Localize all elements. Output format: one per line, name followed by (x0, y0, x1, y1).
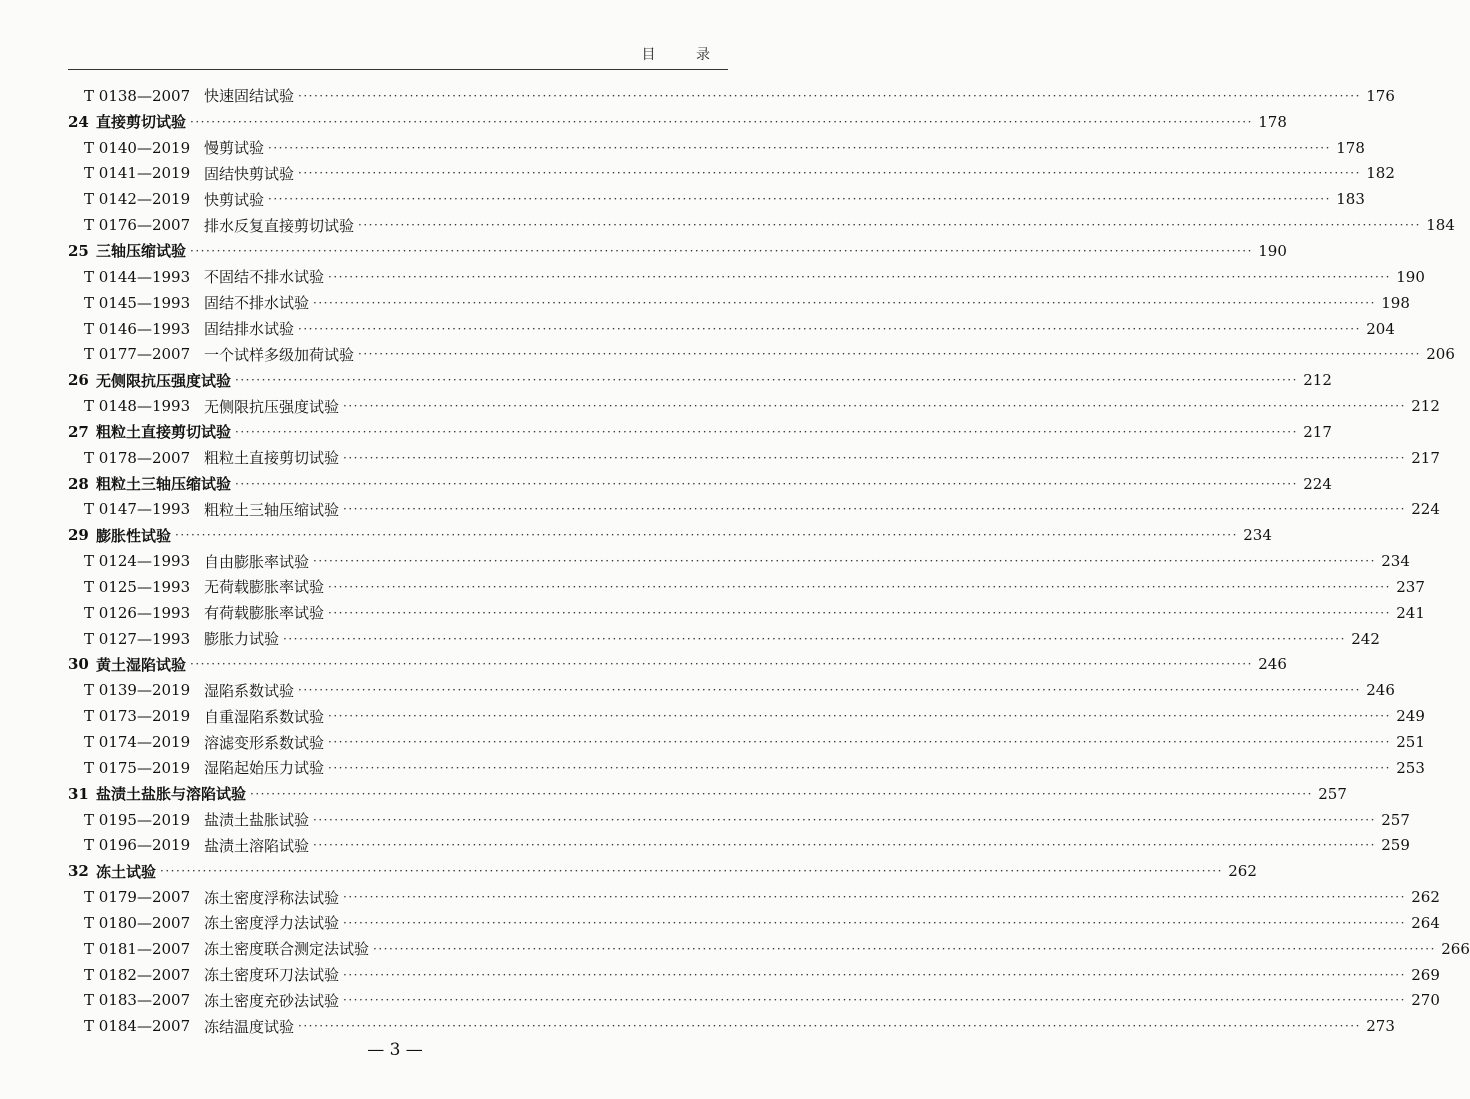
toc-chapter-entry[interactable] (68, 652, 1287, 678)
toc-section-entry[interactable] (68, 755, 1425, 781)
entry-title: 湿陷系数试验 (204, 681, 295, 700)
dot-leader: ········································································································································································································ (343, 502, 1406, 517)
header-divider (68, 69, 728, 70)
dot-leader: ········································································································································································································ (343, 993, 1406, 1008)
entry-title: 自由膨胀率试验 (204, 552, 310, 571)
entry-page-number: 262 (1228, 862, 1257, 881)
entry-title: 冻土密度浮称法试验 (204, 888, 340, 907)
toc-section-entry[interactable] (68, 264, 1425, 290)
entry-page-number: 251 (1396, 733, 1425, 752)
dot-leader: ········································································································································································································ (298, 88, 1361, 103)
standard-code: T 0126—1993 (84, 603, 191, 622)
dot-leader: ········································································································································································································ (250, 786, 1313, 801)
toc-section-entry[interactable] (68, 936, 1470, 962)
toc-section-entry[interactable] (68, 807, 1410, 833)
entry-title: 无侧限抗压强度试验 (204, 397, 340, 416)
entry-title: 粗粒土三轴压缩试验 (204, 500, 340, 519)
entry-title: 湿陷起始压力试验 (204, 759, 325, 778)
entry-page-number: 190 (1258, 241, 1287, 260)
entry-title: 无荷载膨胀率试验 (204, 578, 325, 597)
toc-section-entry[interactable] (68, 341, 1455, 367)
entry-title: 固结排水试验 (204, 320, 295, 339)
standard-code: T 0181—2007 (84, 939, 191, 958)
toc-chapter-entry[interactable] (68, 471, 1332, 497)
entry-title: 冻结温度试验 (204, 1017, 295, 1036)
toc-section-entry[interactable] (68, 729, 1425, 755)
entry-title: 粗粒土直接剪切试验 (204, 449, 340, 468)
toc-section-entry[interactable] (68, 548, 1410, 574)
standard-code: T 0148—1993 (84, 397, 191, 416)
entry-page-number: 212 (1411, 397, 1440, 416)
toc-section-entry[interactable] (68, 703, 1425, 729)
toc-section-entry[interactable] (68, 832, 1410, 858)
entry-page-number: 262 (1411, 888, 1440, 907)
entry-title: 盐渍土溶陷试验 (204, 836, 310, 855)
entry-page-number: 264 (1411, 913, 1440, 932)
entry-title: 黄土湿陷试验 (96, 655, 187, 674)
entry-page-number: 273 (1366, 1017, 1395, 1036)
entry-title: 固结快剪试验 (204, 164, 295, 183)
entry-title: 快剪试验 (204, 190, 265, 209)
entry-title: 膨胀力试验 (204, 630, 280, 649)
standard-code: T 0142—2019 (84, 190, 191, 209)
toc-chapter-entry[interactable] (68, 419, 1332, 445)
entry-page-number: 224 (1411, 500, 1440, 519)
toc-section-entry[interactable] (68, 290, 1410, 316)
standard-code: T 0183—2007 (84, 991, 191, 1010)
toc-section-entry[interactable] (68, 677, 1395, 703)
toc-section-entry[interactable] (68, 497, 1440, 523)
standard-code: T 0146—1993 (84, 319, 191, 338)
standard-code: T 0196—2019 (84, 836, 191, 855)
dot-leader: ········································································································································································································ (235, 424, 1298, 439)
entry-title: 排水反复直接剪切试验 (204, 216, 355, 235)
entry-title: 膨胀性试验 (96, 526, 172, 545)
standard-code: T 0147—1993 (84, 500, 191, 519)
entry-page-number: 217 (1303, 422, 1332, 441)
dot-leader: ········································································································································································································ (190, 243, 1253, 258)
toc-chapter-entry[interactable] (68, 781, 1347, 807)
dot-leader: ········································································································································································································ (283, 631, 1346, 646)
entry-page-number: 257 (1381, 810, 1410, 829)
toc-section-entry[interactable] (68, 626, 1380, 652)
dot-leader: ········································································································································································································ (328, 269, 1391, 284)
dot-leader: ········································································································································································································ (313, 295, 1376, 310)
entry-page-number: 253 (1396, 758, 1425, 777)
entry-page-number: 249 (1396, 707, 1425, 726)
chapter-number: 31 (68, 784, 89, 803)
entry-title: 冻土密度联合测定法试验 (204, 940, 370, 959)
standard-code: T 0180—2007 (84, 913, 191, 932)
standard-code: T 0182—2007 (84, 965, 191, 984)
dot-leader: ········································································································································································································ (343, 399, 1406, 414)
page-number: — 3 — (367, 1040, 423, 1060)
entry-page-number: 184 (1426, 216, 1455, 235)
entry-page-number: 246 (1258, 655, 1287, 674)
entry-title: 无侧限抗压强度试验 (96, 371, 232, 390)
entry-page-number: 241 (1396, 603, 1425, 622)
dot-leader: ········································································································································································································ (298, 166, 1361, 181)
chapter-number: 32 (68, 862, 89, 881)
standard-code: T 0173—2019 (84, 707, 191, 726)
chapter-number: 29 (68, 526, 89, 545)
entry-title: 直接剪切试验 (96, 113, 187, 132)
standard-code: T 0176—2007 (84, 216, 191, 235)
toc-section-entry[interactable] (68, 910, 1440, 936)
dot-leader: ········································································································································································································ (235, 476, 1298, 491)
chapter-number: 25 (68, 241, 89, 260)
entry-title: 冻土试验 (96, 862, 157, 881)
entry-title: 固结不排水试验 (204, 294, 310, 313)
standard-code: T 0140—2019 (84, 138, 191, 157)
entry-page-number: 266 (1441, 939, 1470, 958)
dot-leader: ········································································································································································································ (328, 579, 1391, 594)
dot-leader: ········································································································································································································ (343, 967, 1406, 982)
entry-page-number: 190 (1396, 267, 1425, 286)
dot-leader: ········································································································································································································ (328, 605, 1391, 620)
entry-title: 冻土密度环刀法试验 (204, 966, 340, 985)
chapter-number: 28 (68, 474, 89, 493)
standard-code: T 0195—2019 (84, 810, 191, 829)
dot-leader: ········································································································································································································ (235, 373, 1298, 388)
entry-title: 盐渍土盐胀试验 (204, 811, 310, 830)
standard-code: T 0125—1993 (84, 577, 191, 596)
standard-code: T 0145—1993 (84, 293, 191, 312)
dot-leader: ········································································································································································································ (175, 528, 1238, 543)
table-of-contents (68, 83, 1470, 1039)
entry-title: 三轴压缩试验 (96, 242, 187, 261)
entry-title: 慢剪试验 (204, 139, 265, 158)
entry-title: 有荷载膨胀率试验 (204, 604, 325, 623)
entry-page-number: 206 (1426, 345, 1455, 364)
dot-leader: ········································································································································································································ (328, 735, 1391, 750)
dot-leader: ········································································································································································································ (328, 760, 1391, 775)
standard-code: T 0127—1993 (84, 629, 191, 648)
toc-section-entry[interactable] (68, 962, 1440, 988)
dot-leader: ········································································································································································································ (373, 941, 1436, 956)
standard-code: T 0139—2019 (84, 681, 191, 700)
chapter-number: 24 (68, 112, 89, 131)
entry-title: 冻土密度充砂法试验 (204, 991, 340, 1010)
entry-page-number: 176 (1366, 86, 1395, 105)
dot-leader: ········································································································································································································ (298, 1019, 1361, 1034)
chapter-number: 27 (68, 422, 89, 441)
dot-leader: ········································································································································································································ (268, 140, 1331, 155)
toc-section-entry[interactable] (68, 212, 1455, 238)
entry-page-number: 259 (1381, 836, 1410, 855)
standard-code: T 0177—2007 (84, 345, 191, 364)
dot-leader: ········································································································································································································ (190, 657, 1253, 672)
toc-chapter-entry[interactable] (68, 238, 1287, 264)
entry-page-number: 270 (1411, 991, 1440, 1010)
toc-section-entry[interactable] (68, 316, 1395, 342)
toc-section-entry[interactable] (68, 884, 1440, 910)
toc-chapter-entry[interactable] (68, 367, 1332, 393)
standard-code: T 0184—2007 (84, 1017, 191, 1036)
entry-page-number: 242 (1351, 629, 1380, 648)
entry-page-number: 269 (1411, 965, 1440, 984)
entry-page-number: 246 (1366, 681, 1395, 700)
dot-leader: ········································································································································································································ (358, 218, 1421, 233)
standard-code: T 0179—2007 (84, 888, 191, 907)
dot-leader: ········································································································································································································ (298, 321, 1361, 336)
dot-leader: ········································································································································································································ (343, 915, 1406, 930)
dot-leader: ········································································································································································································ (328, 709, 1391, 724)
standard-code: T 0144—1993 (84, 267, 191, 286)
toc-chapter-entry[interactable] (68, 858, 1257, 884)
toc-section-entry[interactable] (68, 135, 1365, 161)
standard-code: T 0175—2019 (84, 758, 191, 777)
entry-page-number: 178 (1336, 138, 1365, 157)
toc-section-entry[interactable] (68, 161, 1395, 187)
toc-chapter-entry[interactable] (68, 522, 1272, 548)
dot-leader: ········································································································································································································ (343, 890, 1406, 905)
dot-leader: ········································································································································································································ (313, 838, 1376, 853)
toc-section-entry[interactable] (68, 393, 1440, 419)
dot-leader: ········································································································································································································ (298, 683, 1361, 698)
dot-leader: ········································································································································································································ (343, 450, 1406, 465)
toc-section-entry[interactable] (68, 445, 1440, 471)
toc-section-entry[interactable] (68, 600, 1425, 626)
standard-code: T 0178—2007 (84, 448, 191, 467)
toc-section-entry[interactable] (68, 988, 1440, 1014)
entry-page-number: 183 (1336, 190, 1365, 209)
toc-section-entry[interactable] (68, 1013, 1395, 1039)
chapter-number: 30 (68, 655, 89, 674)
entry-page-number: 198 (1381, 293, 1410, 312)
entry-title: 冻土密度浮力法试验 (204, 914, 340, 933)
toc-section-entry[interactable] (68, 574, 1425, 600)
entry-title: 粗粒土三轴压缩试验 (96, 475, 232, 494)
standard-code: T 0141—2019 (84, 164, 191, 183)
dot-leader: ········································································································································································································ (358, 347, 1421, 362)
dot-leader: ········································································································································································································ (268, 192, 1331, 207)
toc-section-entry[interactable] (68, 186, 1365, 212)
toc-section-entry[interactable] (68, 83, 1395, 109)
entry-title: 不固结不排水试验 (204, 268, 325, 287)
toc-chapter-entry[interactable] (68, 109, 1287, 135)
dot-leader: ········································································································································································································ (313, 554, 1376, 569)
entry-page-number: 237 (1396, 577, 1425, 596)
entry-page-number: 257 (1318, 784, 1347, 803)
entry-page-number: 178 (1258, 112, 1287, 131)
entry-title: 盐渍土盐胀与溶陷试验 (96, 785, 247, 804)
entry-title: 快速固结试验 (204, 87, 295, 106)
entry-page-number: 217 (1411, 448, 1440, 467)
entry-page-number: 224 (1303, 474, 1332, 493)
entry-title: 自重湿陷系数试验 (204, 707, 325, 726)
entry-page-number: 234 (1243, 526, 1272, 545)
dot-leader: ········································································································································································································ (160, 864, 1223, 879)
entry-title: 粗粒土直接剪切试验 (96, 423, 232, 442)
standard-code: T 0174—2019 (84, 733, 191, 752)
dot-leader: ········································································································································································································ (190, 114, 1253, 129)
standard-code: T 0124—1993 (84, 552, 191, 571)
entry-page-number: 204 (1366, 319, 1395, 338)
entry-page-number: 234 (1381, 552, 1410, 571)
entry-page-number: 212 (1303, 371, 1332, 390)
entry-title: 溶滤变形系数试验 (204, 733, 325, 752)
running-header: 目 录 (641, 47, 728, 63)
dot-leader: ········································································································································································································ (313, 812, 1376, 827)
entry-page-number: 182 (1366, 164, 1395, 183)
entry-title: 一个试样多级加荷试验 (204, 345, 355, 364)
chapter-number: 26 (68, 371, 89, 390)
standard-code: T 0138—2007 (84, 86, 191, 105)
